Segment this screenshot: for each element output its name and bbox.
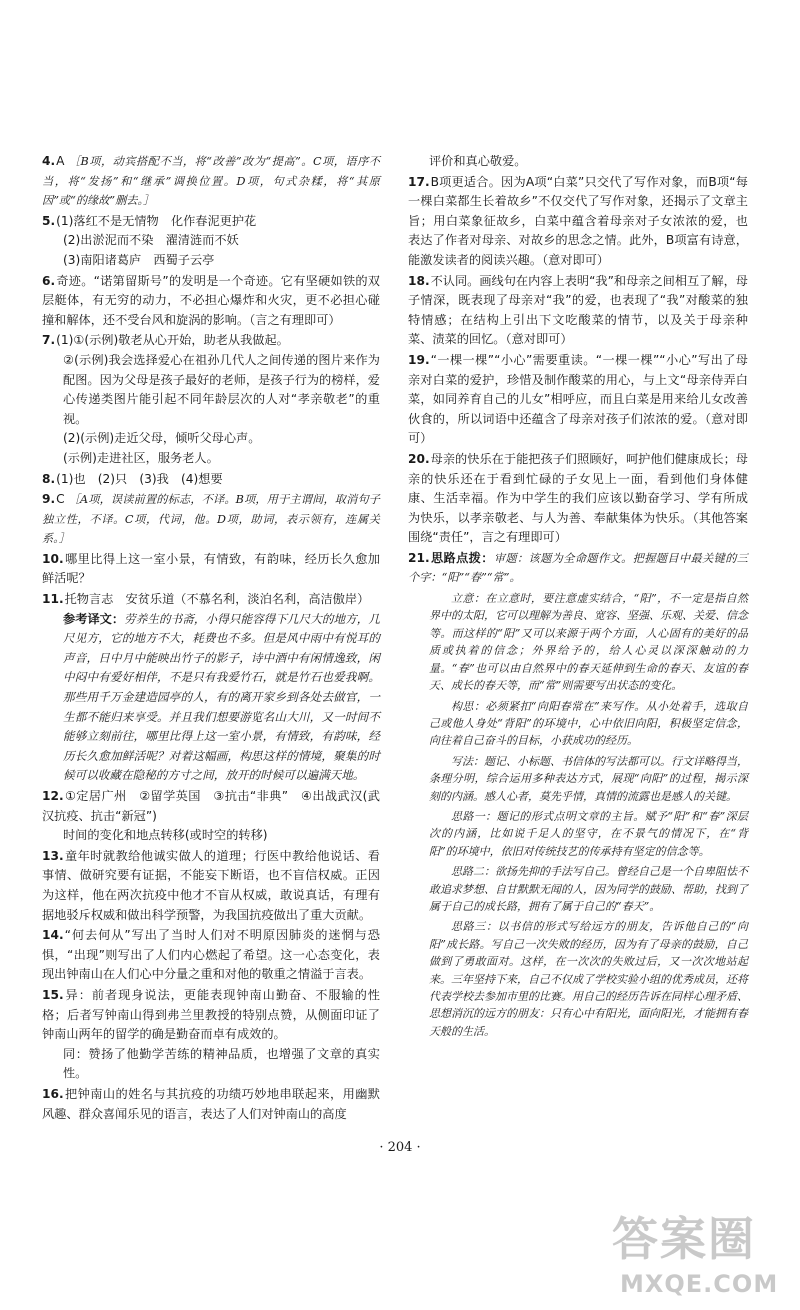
essay-guide-paragraph: 思路二：欲扬先抑的手法写自己。曾经自己是一个自卑阻怯不敢追求梦想、自甘默默无闻的人，因为同学的鼓励、帮助，找到了属于自己的成长路，拥有了属于自己的“春天”。 bbox=[429, 865, 748, 913]
answer-note: ［B项，动宾搭配不当，将“改善”改为“提高”。C项，语序不当，将“发扬”和“继承”调换位置。D项，句式杂糅，将“其原因”或“的缘故”删去。］ bbox=[42, 155, 380, 208]
left-column bbox=[42, 152, 380, 1124]
answer-21: 21.思路点拨：审题：该题为全命题作文。把握题目中最关键的三个字：“阳”“春”“常”。 bbox=[408, 550, 748, 585]
answer-16: 16.把钟南山的姓名与其抗疫的功绩巧妙地串联起来，用幽默风趣、群众喜闻乐见的语言，表达了人们对钟南山的高度 bbox=[42, 1086, 380, 1121]
essay-guide-paragraph: 思路一：题记的形式点明文章的主旨。赋予“阳”和“春”深层次的内涵，比如说千足人的坚守，在不景气的情况下，在“背阳”的环境中，依旧对传统技艺的传承持有坚定的信念等。 bbox=[429, 809, 748, 858]
hint-label: 思路点拨： bbox=[430, 550, 494, 565]
answer-9: 9.C ［A项，误读前置的标志，不译。B项，用于主谓间，取消句子独立性，不译。C项，代词，他。D项，助词，表示领有，连属关系。］ bbox=[42, 492, 380, 546]
answer-19: 19.“一棵一棵”“小心”需要重读。“一棵一棵”“小心”写出了母亲对白菜的爱护，珍惜及制作酸菜的用心，与上文“母亲侍弄白菜，如同养育自己的儿女”相呼应，而且白菜是用来给儿女改善伙食的，所以词语中还蕴含了母亲对孩子们浓浓的爱。（意对即可） bbox=[408, 352, 748, 446]
answer-15: 15.异：前者现身说法，更能表现钟南山勤奋、不服输的性格；后者写钟南山得到弗兰里教授的特别点赞，从侧面印证了钟南山两年的留学的确是勤奋而卓有成效的。 同：赞扬了他勤学苦练的精神品质，也增强了文章的真实性。 bbox=[42, 987, 380, 1081]
answer-5: 5.(1)落红不是无情物 化作春泥更护花 (2)出淤泥而不染 濯清涟而不妖 (3)南阳诸葛庐 西蜀子云亭 bbox=[42, 213, 257, 267]
essay-guide-paragraph: 思路三：以书信的形式写给远方的朋友，告诉他自己的“向阳”成长路。写自己一次失败的经历，因为有了母亲的鼓励，自己做到了勇敢面对。这样，在一次次的失败过后，又一次次地站起来。三年坚持下来，自己不仅成了学校实验小组的优秀成员，还将代表学校去参加市里的比赛。用自己的经历告诉在同样心理矛盾、思想消沉的远方的朋友：只有心中有阳光，面向阳光，才能拥有春天般的生活。 bbox=[429, 920, 748, 1038]
watermark-text: 答案圈 bbox=[612, 1212, 756, 1266]
answer-6: 6.奇迹。“诺第留斯号”的发明是一个奇迹。它有坚硬如铁的双层艇体，有无穷的动力，不必担心爆炸和火灾，更不必担心碰撞和解体，还不受台风和旋涡的影响。（言之有理即可） bbox=[42, 273, 380, 327]
right-column bbox=[408, 152, 748, 1043]
answer-10: 10.哪里比得上这一室小景，有情致，有韵味，经历长久愈加鲜活呢？ bbox=[42, 551, 380, 586]
answer-18: 18.不认同。画线句在内容上表明“我”和母亲之间相互了解，母子情深，既表现了母亲对“我”的爱，也表现了“我”对酸菜的独特情感；在结构上引出下文吃酸菜的情节，以及关于母亲种菜、渍菜的回忆。（意对即可） bbox=[408, 273, 748, 347]
answer-16-continued: 评价和真心敬爱。 bbox=[429, 154, 527, 168]
reference-translation: 劳养生的书斋，小得只能容得下几尺大的地方，几尺见方，它的地方不大，耗费也不多。但是风中雨中有悦耳的声音，日中月中能映出竹子的影子，诗中酒中有闲情逸致，闲中闷中有爱好相伴，不是只有我爱竹石，就是竹石也爱我啊。那些用千万金建造园亭的人，有的离开家乡到各处去做官，一生都不能归来享受。并且我们想要游览名山大川，又一时间不能够立刻前往，哪里比得上这一室小景，有情致，有韵味，经历长久愈加鲜活呢？对着这幅画，构思这样的情境，聚集的时候可以收藏在隐秘的方寸之间，放开的时候可以遍满天地。 bbox=[63, 611, 380, 783]
answer-4: 4.A ［B项，动宾搭配不当，将“改善”改为“提高”。C项，语序不当，将“发扬”和“继承”调换位置。D项，句式杂糅，将“其原因”或“的缘故”删去。］ bbox=[42, 154, 380, 208]
answer-13: 13.童年时就教给他诚实做人的道理；行医中教给他说话、看事情、做研究要有证据，不能妄下断语，也不盲信权威。正因为这样，他在两次抗疫中他才不盲从权威，敢说真话，有理有据地驳斥权威和做出科学预警，为我国抗疫做出了重大贡献。 bbox=[42, 848, 380, 922]
answer-7: 7.(1)①(示例)敬老从心开始，助老从我做起。 ②(示例)我会选择爱心在祖孙几代人之间传递的图片来作为配图。因为父母是孩子最好的老师，是孩子行为的榜样，爱心传递类图片能引起不同年龄层次的人对“孝亲敬老”的重视。 (2)(示例)走近父母，倾听父母心声。 (示例)走进社区，服务老人。 bbox=[42, 333, 380, 465]
watermark-url: MXQE.COM bbox=[620, 1270, 779, 1298]
essay-guide-paragraph: 立意：在立意时，要注意虚实结合，“阳”，不一定是指自然界中的太阳，它可以理解为善良、宽容、坚强、乐观、关爱、信念等。而这样的“阳”又可以来源于两个方面，人心固有的美好的品质或执着的信念；外界给予的，给人心灵以深深触动的力量。“春”也可以由自然界中的春天延伸到生命的春天、友谊的春天、成长的春天等，而“常”则需要写出状态的变化。 bbox=[429, 592, 748, 693]
answer-20: 20.母亲的快乐在于能把孩子们照顾好，呵护他们健康成长；母亲的快乐还在于看到忙碌的子女见上一面，看到他们身体健康、生活幸福。作为中学生的我们应该以勤奋学习、学有所成为快乐，以孝亲敬老、与人为善、奉献集体为快乐。（其他答案围绕“责任”，言之有理即可） bbox=[408, 451, 748, 545]
answer-12: 12.①定居广州 ②留学英国 ③抗击“非典” ④出战武汉(武汉抗疫、抗击“新冠”) 时间的变化和地点转移(或时空的转移) bbox=[42, 789, 380, 843]
essay-guide-paragraph: 写法：题记、小标题、书信体的写法都可以。行文详略得当，条理分明，综合运用多种表达方式，展现“向阳”的过程，揭示深刻的内涵。感人心者，莫先乎情，真情的流露也是感人的关键。 bbox=[429, 754, 748, 803]
answer-8: 8.(1)也 (2)只 (3)我 (4)想要 bbox=[42, 471, 223, 486]
essay-guide-paragraph: 构思：必须紧扣“向阳春常在”来写作。从小处着手，选取自己或他人身处“背阳”的环境中，心中依旧向阳，积极坚定信念，向往着自己奋斗的目标，小获成功的经历。 bbox=[429, 699, 748, 748]
answer-14: 14.“何去何从”写出了当时人们对不明原因肺炎的迷惘与恐惧，“出现”则写出了人们内心燃起了希望。这一心态变化，表现出钟南山在人们心中分量之重和对他的敬重之情溢于言表。 bbox=[42, 928, 380, 982]
answer-11: 11.托物言志 安贫乐道（不慕名利，淡泊名利，高洁傲岸） 参考译文：劳养生的书斋，小得只能容得下几尺大的地方，几尺见方，它的地方不大，耗费也不多。但是风中雨中有悦耳的声音，日中月中能映出竹子的影子，诗中酒中有闲情逸致，闲中闷中有爱好相伴，不是只有我爱竹石，就是竹石也爱我啊。那些用千万金建造园亭的人，有的离开家乡到各处去做官，一生都不能归来享受。并且我们想要游览名山大川，又一时间不能够立刻前往，哪里比得上这一室小景，有情致，有韵味，经历长久愈加鲜活呢？对着这幅画，构思这样的情境，聚集的时候可以收藏在隐秘的方寸之间，放开的时候可以遍满天地。 bbox=[42, 592, 380, 783]
answer-17: 17.B项更适合。因为A项“白菜”只交代了写作对象，而B项“每一棵白菜都生长着故乡”不仅交代了写作对象，还揭示了文章主旨；用白菜象征故乡，白菜中蕴含着母亲对子女浓浓的爱，也表达了作者对母亲、对故乡的思念之情。此外，B项富有诗意，能激发读者的阅读兴趣。（意对即可） bbox=[408, 174, 748, 267]
watermark-logo bbox=[612, 1212, 792, 1306]
page-number: · 204 · bbox=[379, 1140, 421, 1155]
answer-note: ［A项，误读前置的标志，不译。B项，用于主谓间，取消句子独立性，不译。C项，代词，他。D项，助词，表示领有，连属关系。］ bbox=[42, 493, 380, 546]
reference-translation-label: 参考译文： bbox=[63, 611, 125, 626]
